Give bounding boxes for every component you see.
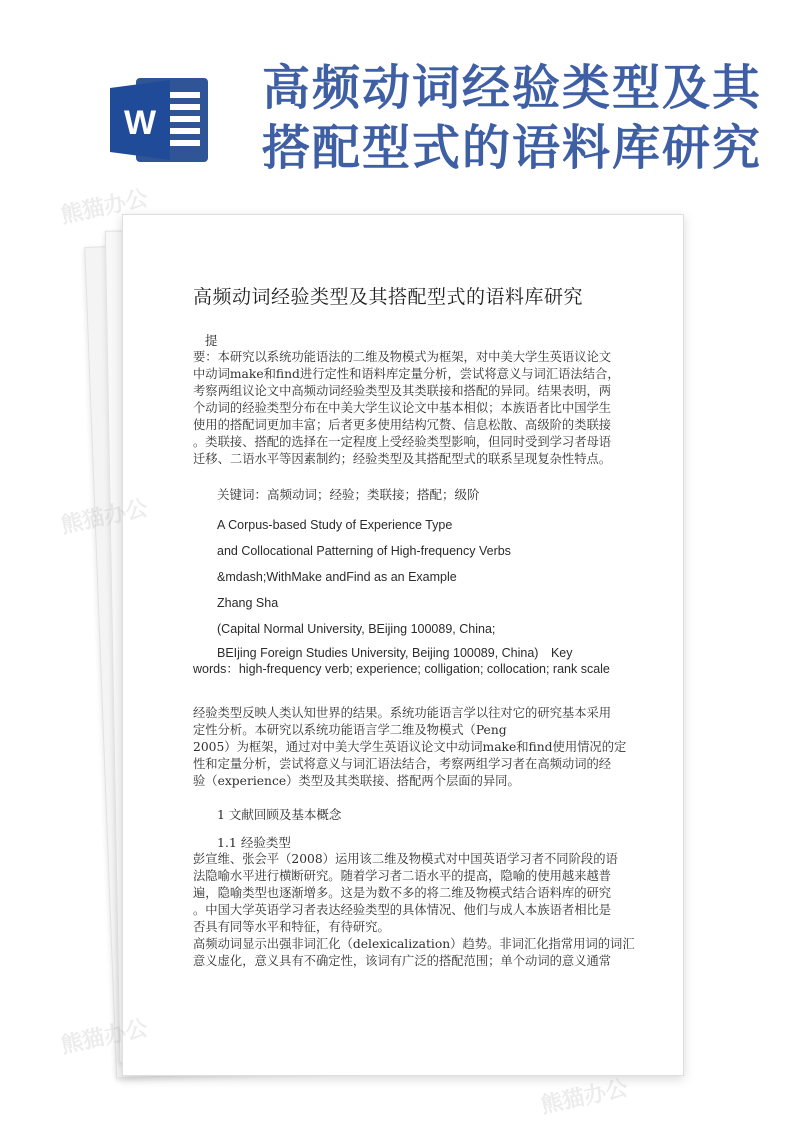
document-heading: [262, 58, 763, 178]
text-line: 使用的搭配词更加丰富；后者更多使用结构冗赘、信息松散、高级阶的类联接: [193, 418, 612, 432]
watermark: 熊猫办公: [538, 1076, 631, 1119]
watermark: 熊猫办公: [58, 1016, 151, 1059]
keywords-english: words：high-frequency verb; experience; colligation; collocation; rank scale: [193, 662, 610, 676]
text-line: 2005）为框架，通过对中美大学生英语议论文中动词make和find使用情况的定: [193, 740, 627, 754]
text-line: 彭宣维、张会平（2008）运用该二维及物模式对中国英语学习者不同阶段的语: [193, 852, 618, 866]
author-name: Zhang Sha: [217, 596, 279, 610]
text-line: 要：本研究以系统功能语法的二维及物模式为框架，对中美大学生英语议论文: [193, 350, 612, 364]
body-paragraph: [193, 851, 635, 970]
text-line: 性和定量分析，尝试将意义与词汇语法结合，考察两组学习者在高频动词的经: [193, 757, 612, 771]
section-heading-1: 1 文献回顾及基本概念: [217, 807, 342, 822]
heading-line-2: 搭配型式的语料库研究: [262, 120, 763, 176]
text-line: 迁移、二语水平等因素制约；经验类型及其搭配型式的联系呈现复杂性特点。: [193, 452, 612, 466]
text-line: 法隐喻水平进行横断研究。随着学习者二语水平的提高，隐喻的使用越来越普: [193, 869, 612, 883]
intro-paragraph: [193, 705, 626, 790]
section-heading-1-1: 1.1 经验类型: [217, 835, 291, 850]
paper-title: 高频动词经验类型及其搭配型式的语料库研究: [193, 286, 584, 308]
text-line: 经验类型反映人类认知世界的结果。系统功能语言学以往对它的研究基本采用: [193, 706, 612, 720]
affiliation-line-1: (Capital Normal University, BEijing 100089, China;: [217, 622, 496, 636]
text-line: 意义虚化，意义具有不确定性，该词有广泛的搭配范围；单个动词的意义通常: [193, 954, 612, 968]
text-line: 个动词的经验类型分布在中美大学生议论文中基本相似；本族语者比中国学生: [193, 401, 612, 415]
text-line: 。类联接、搭配的选择在一定程度上受经验类型影响，但同时受到学习者母语: [193, 435, 612, 449]
header-banner: [0, 0, 800, 200]
text-line: 考察两组议论文中高频动词经验类型及其类联接和搭配的异同。结果表明，两: [193, 384, 612, 398]
heading-line-1: 高频动词经验类型及其: [262, 60, 763, 116]
text-line: 高频动词显示出强非词汇化（delexicalization）趋势。非词汇化指常用词的词汇: [193, 937, 635, 951]
word-document-icon: [108, 72, 220, 168]
keywords-chinese: 关键词：高频动词；经验；类联接；搭配；级阶: [217, 487, 480, 502]
word-letter-icon: W: [123, 104, 157, 142]
text-line: 遍，隐喻类型也逐渐增多。这是为数不多的将二维及物模式结合语料库的研究: [193, 886, 612, 900]
abstract-label: 提: [205, 333, 218, 348]
text-line: 验（experience）类型及其类联接、搭配两个层面的异同。: [193, 774, 520, 788]
english-title-line-2: and Collocational Patterning of High-frequency Verbs: [217, 544, 511, 558]
affiliation-line-2: BEIjing Foreign Studies University, Beijing 100089, China) Key: [217, 646, 573, 660]
document-page: [122, 214, 684, 1076]
text-line: 中动词make和find进行定性和语料库定量分析，尝试将意义与词汇语法结合，: [193, 367, 620, 381]
english-title-line-3: &mdash;WithMake andFind as an Example: [217, 570, 457, 584]
english-title-line-1: A Corpus-based Study of Experience Type: [217, 518, 453, 532]
watermark: 熊猫办公: [58, 186, 151, 229]
text-line: 否具有同等水平和特征，有待研究。: [193, 920, 390, 934]
text-line: 。中国大学英语学习者表达经验类型的具体情况、他们与成人本族语者相比是: [193, 903, 612, 917]
abstract-paragraph: [193, 349, 620, 468]
text-line: 定性分析。本研究以系统功能语言学二维及物模式（Peng: [193, 723, 507, 737]
